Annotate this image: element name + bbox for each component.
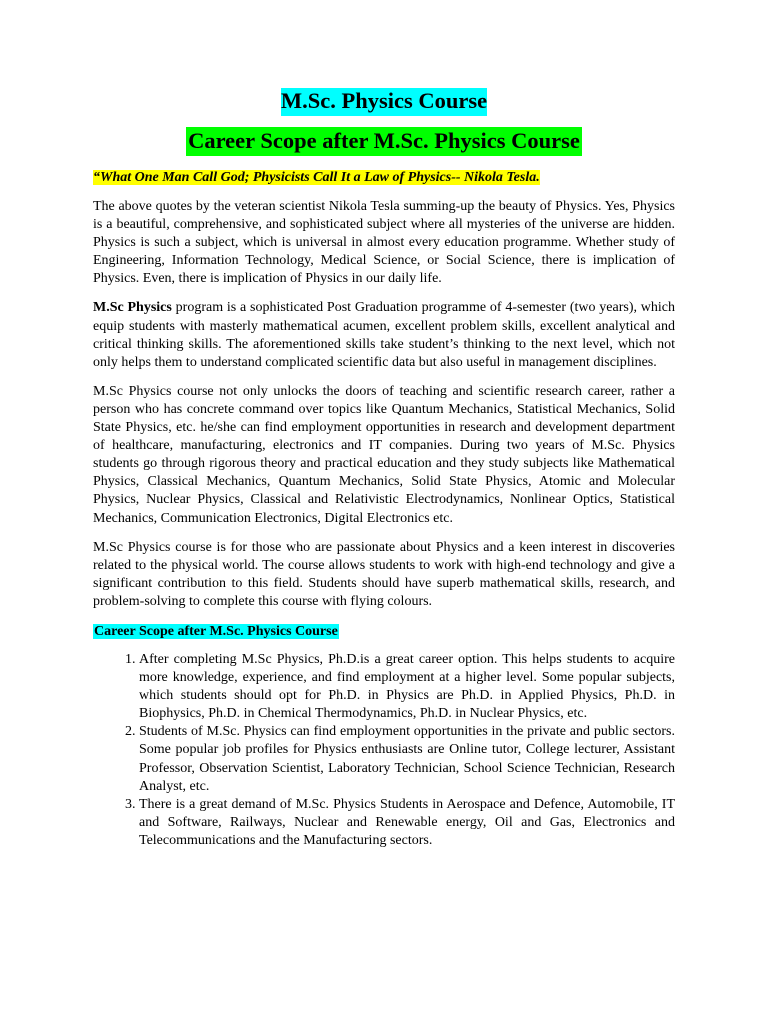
paragraph-text: program is a sophisticated Post Graduation programme of 4-semester (two years), which equip students with masterly mathematical acumen, excellent problem skills, excellent analytical and critical thinking skills. The aforementioned skills take student’s thinking to the next level, which not only helps them to understand complicated scientific data but also useful in management disciplines. [93, 300, 675, 370]
paragraph-program [93, 299, 675, 371]
page-subtitle: Career Scope after M.Sc. Physics Course [186, 127, 582, 157]
section-heading: Career Scope after M.Sc. Physics Course [94, 623, 338, 639]
quote-block [93, 168, 675, 186]
paragraph-text: M.Sc Physics course is for those who are passionate about Physics and a keen interest in discoveries related to the physical world. The course allows students to work with high-end technology and give a significant contribution to this field. Students should have superb mathematical skills, research, and problem-solving to complete this course with flying colours. [93, 539, 675, 609]
paragraph-text: The above quotes by the veteran scientist Nikola Tesla summing-up the beauty of Physics. Yes, Physics is a beautiful, comprehensive, and sophisticated subject where all mysteries of the universe are hidden. Physics is such a subject, which is universal in almost every education programme. Whether study of Engineering, Information Technology, Medical Science, or Social Science, there is implication of Physics. Even, there is implication of Physics in our daily life. [93, 199, 675, 287]
paragraph-intro [93, 198, 675, 288]
career-scope-list [93, 651, 675, 850]
paragraph-lead: M.Sc Physics [93, 300, 172, 316]
list-item: 2. Students of M.Sc. Physics can find employment opportunities in the private and public sectors. Some popular job profiles for Physics enthusiasts are Online tutor, College lecturer, Assistant Professor, Observation Scientist, Laboratory Technician, School Science Technician, Research Analyst, etc. [139, 723, 675, 795]
tesla-quote: “What One Man Call God; Physicists Call It a Law of Physics-- Nikola Tesla. [93, 170, 540, 185]
paragraph-audience [93, 539, 675, 611]
subtitle-block [93, 127, 675, 157]
list-item: 3. There is a great demand of M.Sc. Physics Students in Aerospace and Defence, Automobile, IT and Software, Railways, Nuclear and Renewable energy, Oil and Gas, Electronics and Telecommunications and the Manufacturing sectors. [139, 796, 675, 850]
paragraph-text: M.Sc Physics course not only unlocks the doors of teaching and scientific research career, rather a person who has concrete command over topics like Quantum Mechanics, Statistical Mechanics, Solid State Physics, etc. he/she can find employment opportunities in research and development department of healthcare, manufacturing, electronics and IT companies. During two years of M.Sc. Physics students go through rigorous theory and practical education and they study subjects like Mathematical Physics, Classical Mechanics, Quantum Mechanics, Solid State Physics, Atomic and Molecular Physics, Nuclear Physics, Classical and Relativistic Electrodynamics, Nonlinear Optics, Statistical Mechanics, Communication Electronics, Digital Electronics etc. [93, 383, 675, 526]
title-block [93, 88, 675, 116]
list-item: 1. After completing M.Sc Physics, Ph.D.is a great career option. This helps students to acquire more knowledge, experience, and find employment at a higher level. Some popular subjects, which students should opt for Ph.D. in Physics are Ph.D. in Applied Physics, Ph.D. in Biophysics, Ph.D. in Chemical Thermodynamics, Ph.D. in Nuclear Physics, etc. [139, 651, 675, 723]
section-heading-block [93, 622, 675, 640]
page-title: M.Sc. Physics Course [281, 88, 487, 116]
paragraph-career [93, 383, 675, 528]
